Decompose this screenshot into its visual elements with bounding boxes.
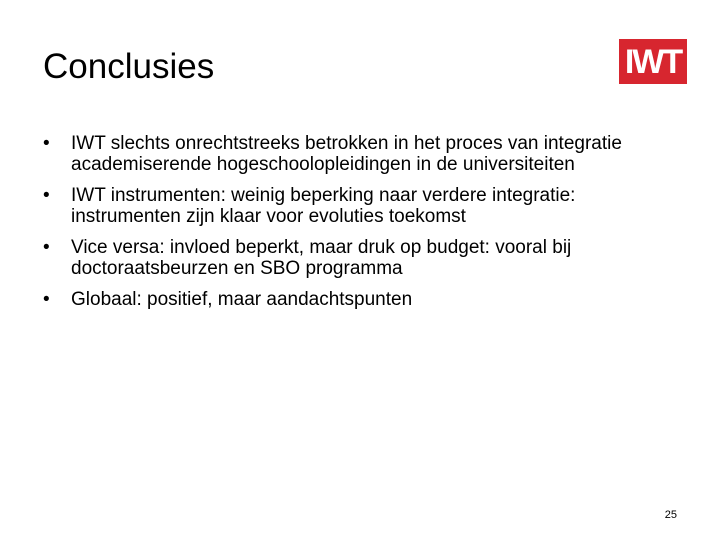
bullet-item [43, 185, 683, 227]
bullet-dot-icon: • [43, 289, 50, 310]
page-number: 25 [664, 509, 677, 521]
bullet-dot-icon: • [43, 185, 50, 206]
iwt-logo [619, 39, 687, 84]
bullet-item [43, 133, 683, 175]
slide-title: Conclusies [43, 47, 215, 86]
bullet-list [43, 133, 683, 320]
bullet-text: Vice versa: invloed beperkt, maar druk op budget: vooral bij doctoraatsbeurzen en SBO programma [71, 237, 572, 279]
bullet-text: Globaal: positief, maar aandachtspunten [71, 289, 413, 310]
bullet-item [43, 289, 683, 310]
bullet-text: IWT slechts onrechtstreeks betrokken in het proces van integratie academiserende hogeschoolopleidingen in de universiteiten [71, 133, 622, 175]
bullet-dot-icon: • [43, 133, 50, 154]
logo-text: IWT [624, 42, 682, 81]
bullet-item [43, 237, 683, 279]
bullet-dot-icon: • [43, 237, 50, 258]
bullet-text: IWT instrumenten: weinig beperking naar verdere integratie: instrumenten zijn klaar voor evoluties toekomst [71, 185, 576, 227]
